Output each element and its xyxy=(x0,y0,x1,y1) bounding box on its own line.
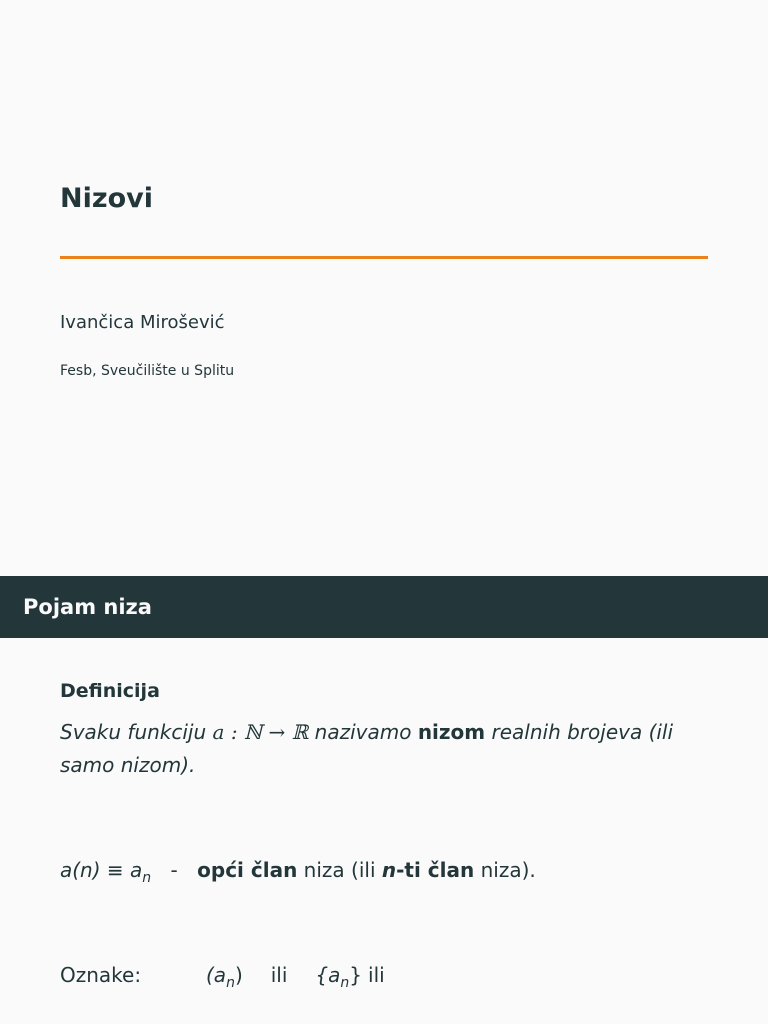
presentation-title: Nizovi xyxy=(60,183,153,214)
title-separator xyxy=(60,256,708,259)
general-term-text1: niza (ili xyxy=(297,858,382,882)
notation-item2-close: } xyxy=(349,963,363,987)
notation-label: Oznake: xyxy=(60,963,142,987)
general-term-bold1: opći član xyxy=(197,858,298,882)
definition-text-before: Svaku funkciju xyxy=(60,720,213,744)
frame-title-bar xyxy=(0,576,768,638)
definition-text-after: realnih brojeva (ili samo nizom). xyxy=(60,720,674,777)
definition-text-middle: nazivamo xyxy=(308,720,418,744)
notation-items xyxy=(206,960,385,998)
general-term-bold2: -ti član xyxy=(396,858,475,882)
notation-item1-open: (a xyxy=(206,963,227,987)
notation-or2: ili xyxy=(368,963,385,987)
frame-title: Pojam niza xyxy=(23,595,152,619)
definition-bold-term: nizom xyxy=(417,720,486,744)
general-term-line xyxy=(60,855,536,893)
general-term-n: n xyxy=(381,858,397,882)
notation-item2-sub: n xyxy=(340,975,350,991)
definition-heading: Definicija xyxy=(60,680,160,702)
notation-item1-sub: n xyxy=(226,975,235,991)
notation-item1-close: ) xyxy=(234,963,243,987)
notation-item2-open: {a xyxy=(315,963,341,987)
general-term-lhs: a(n) ≡ a xyxy=(60,858,143,882)
general-term-text2: niza). xyxy=(474,858,536,882)
institute-name: Fesb, Sveučilište u Splitu xyxy=(60,363,235,379)
general-term-dash: - xyxy=(170,858,178,882)
definition-text xyxy=(60,716,700,782)
author-name: Ivančica Mirošević xyxy=(60,312,225,333)
definition-math: a : ℕ → ℝ xyxy=(212,720,309,744)
general-term-lhs-sub: n xyxy=(142,870,152,886)
notation-or1: ili xyxy=(270,963,288,987)
